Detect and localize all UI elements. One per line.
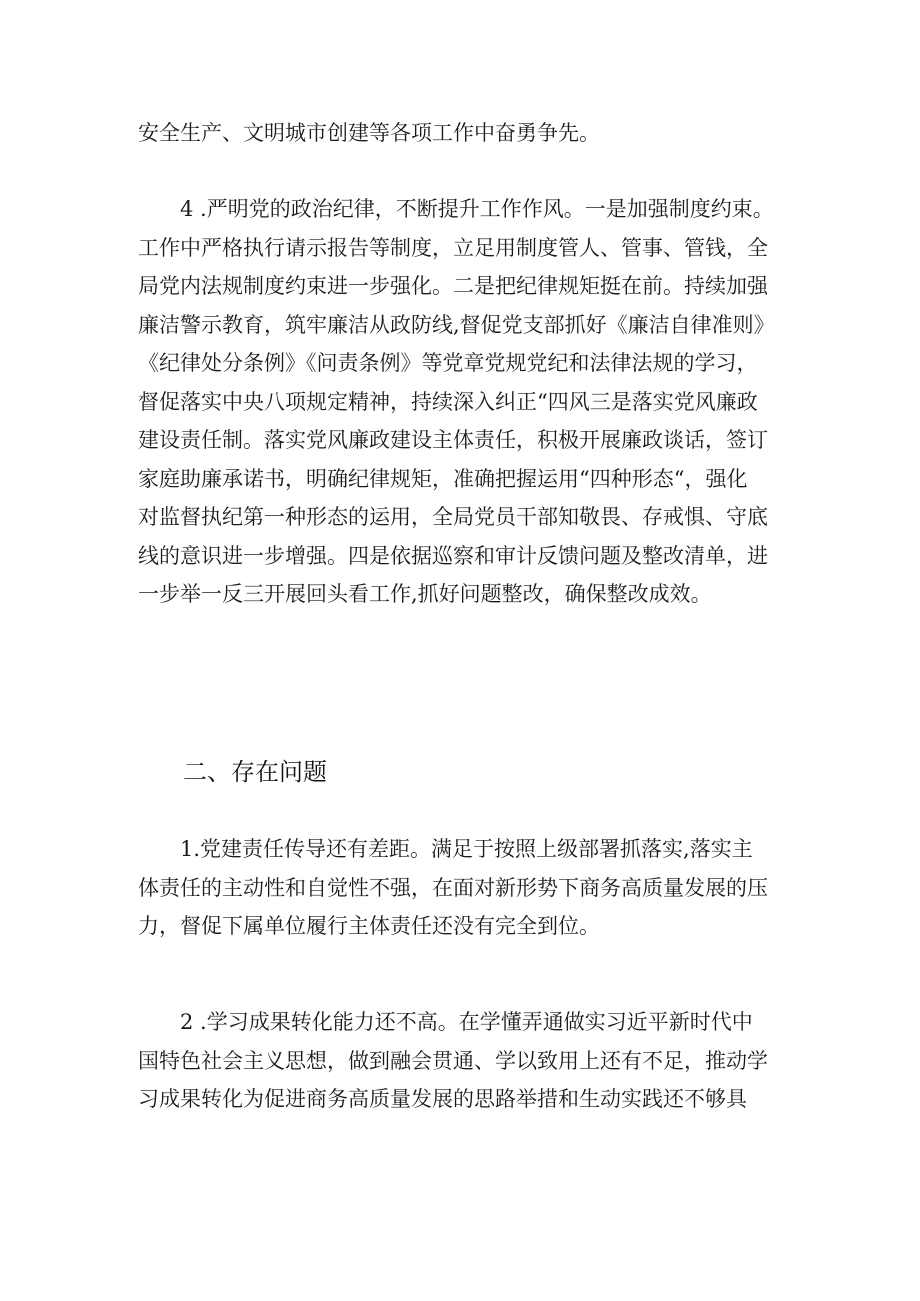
text-line: 力，督促下属单位履行主体责任还没有完全到位。 [138,914,600,938]
paragraph-problem-2 [138,1003,788,1119]
text-line: 2 .学习成果转化能力还不高。在学懂弄通做实习近平新时代中 [180,1010,753,1034]
text-line: 线的意识进一步增强。四是依据巡察和审计反馈问题及整改清单，进 [138,543,768,568]
paragraph-4 [138,190,788,614]
text-line: 国特色社会主义思想，做到融会贯通、学以致用上还有不足，推动学 [138,1048,768,1073]
paragraph-problem-1 [138,830,788,946]
text-line: 督促落实中央八项规定精神，持续深入纠正“四风三是落实党风廉政 [138,389,758,414]
text-line: 一步举一反三开展回头看工作,抓好问题整改，确保整改成效。 [138,582,712,606]
text-line: 工作中严格执行请示报告等制度，立足用制度管人、管事、管钱，全 [138,235,768,260]
text-line: 安全生产、文明城市创建等各项工作中奋勇争先。 [138,121,600,145]
text-line: 4 .严明党的政治纪律，不断提升工作作风。一是加强制度约束。 [180,197,774,221]
text-line: 《纪律处分条例》《问责条例》等党章党规党纪和法律法规的学习， [138,351,758,375]
text-line: 廉洁警示教育，筑牢廉洁从政防线,督促党支部抓好《廉洁自律准则》 [138,312,775,337]
text-line: 局党内法规制度约束进一步强化。二是把纪律规矩挺在前。持续加强 [138,274,768,298]
text-line: 体责任的主动性和自觉性不强，在面对新形势下商务高质量发展的压 [138,875,768,900]
text-line: 习成果转化为促进商务高质量发展的思路举措和生动实践还不够具 [138,1087,747,1111]
section-heading: 二、存在问题 [183,758,327,786]
text-line: 1.党建责任传导还有差距。满足于按照上级部署抓落实,落实主 [180,837,753,861]
text-line: 对监督执纪第一种形态的运用，全局党员干部知敬畏、存戒惧、守底 [138,505,768,529]
paragraph-continuation [138,114,788,153]
text-line: 家庭助廉承诺书，明确纪律规矩，准确把握运用“四种形态“，强化 [138,466,748,491]
text-line: 建设责任制。落实党风廉政建设主体责任，积极开展廉政谈话，签订 [138,428,768,452]
